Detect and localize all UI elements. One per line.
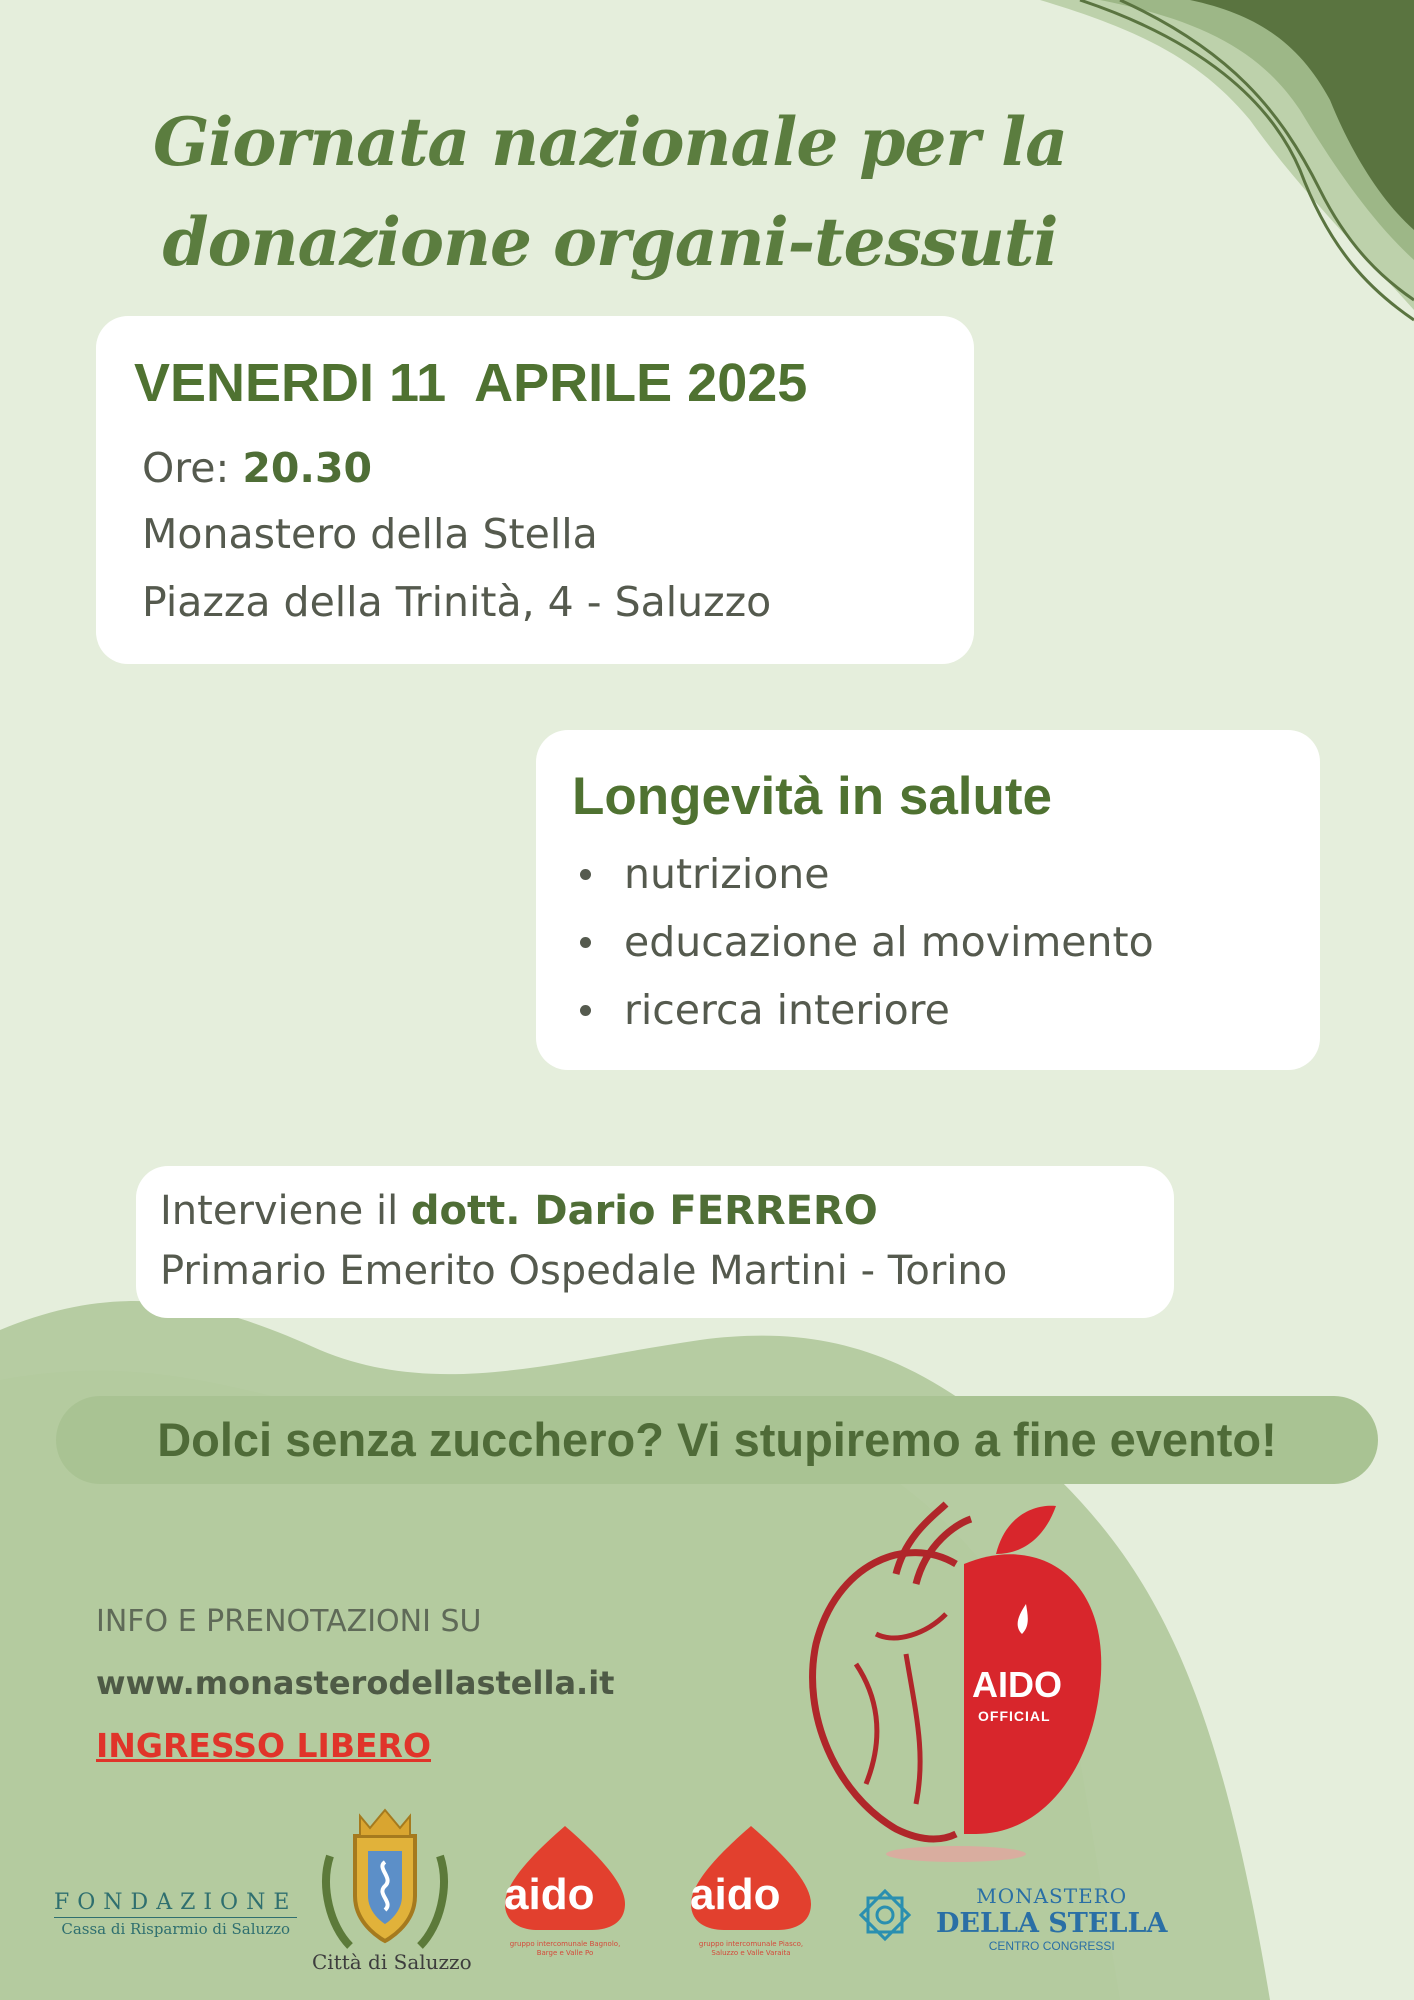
event-time	[142, 444, 372, 492]
info-label: INFO E PRENOTAZIONI SU	[96, 1604, 482, 1639]
event-date: VENERDI 11 APRILE 2025	[134, 353, 808, 413]
free-entry-label: INGRESSO LIBERO	[96, 1726, 431, 1765]
speaker-card	[136, 1166, 1174, 1318]
fondazione-sub: Cassa di Risparmio di Saluzzo	[54, 1917, 297, 1938]
list-item: nutrizione	[576, 840, 1154, 908]
speaker-prefix: Interviene il	[160, 1188, 411, 1234]
speaker-intro	[160, 1188, 878, 1234]
title-line-2: donazione organi-tessuti	[162, 203, 1058, 281]
monastero-logo	[936, 1884, 1167, 1953]
aido-sub-2: gruppo intercomunale Piasco, Saluzzo e Valle Varaita	[698, 1940, 804, 1957]
topic-card	[536, 730, 1320, 1070]
citta-label: Città di Saluzzo	[312, 1950, 472, 1974]
title-line-1: Giornata nazionale per la	[152, 103, 1068, 181]
speaker-name: dott. Dario FERRERO	[410, 1188, 878, 1234]
speaker-role: Primario Emerito Ospedale Martini - Torino	[160, 1248, 1008, 1294]
time-label: Ore:	[142, 444, 230, 492]
aido-official-word: AIDO	[972, 1664, 1062, 1705]
event-venue: Monastero della Stella	[142, 510, 598, 558]
fondazione-name: FONDAZIONE	[54, 1890, 298, 1915]
star-ornament-icon	[854, 1884, 916, 1946]
aido-word-2: aido	[690, 1870, 781, 1919]
monastero-line3: CENTRO CONGRESSI	[988, 1939, 1115, 1953]
aido-official-sub: OFFICIAL	[978, 1708, 1051, 1724]
monastero-line1: MONASTERO	[976, 1884, 1128, 1908]
monastero-line2: DELLA STELLA	[936, 1908, 1168, 1939]
event-details-card	[96, 316, 974, 664]
page-title	[60, 92, 1160, 292]
list-item: educazione al movimento	[576, 908, 1154, 976]
topic-list	[576, 840, 1154, 1044]
aido-sub-1: gruppo intercomunale Bagnolo, Barge e Valle Po	[509, 1940, 621, 1957]
website-link[interactable]: www.monasterodellastella.it	[96, 1664, 615, 1702]
heart-apple-icon	[796, 1494, 1116, 1874]
dessert-banner: Dolci senza zucchero? Vi stupiremo a fine evento!	[56, 1396, 1378, 1484]
event-address: Piazza della Trinità, 4 - Saluzzo	[142, 578, 772, 626]
time-value: 20.30	[242, 444, 372, 492]
coat-of-arms-icon	[310, 1796, 460, 1956]
aido-word-1: aido	[504, 1870, 595, 1919]
fondazione-logo	[54, 1890, 297, 1938]
list-item: ricerca interiore	[576, 976, 1154, 1044]
topic-heading: Longevità in salute	[572, 767, 1053, 826]
